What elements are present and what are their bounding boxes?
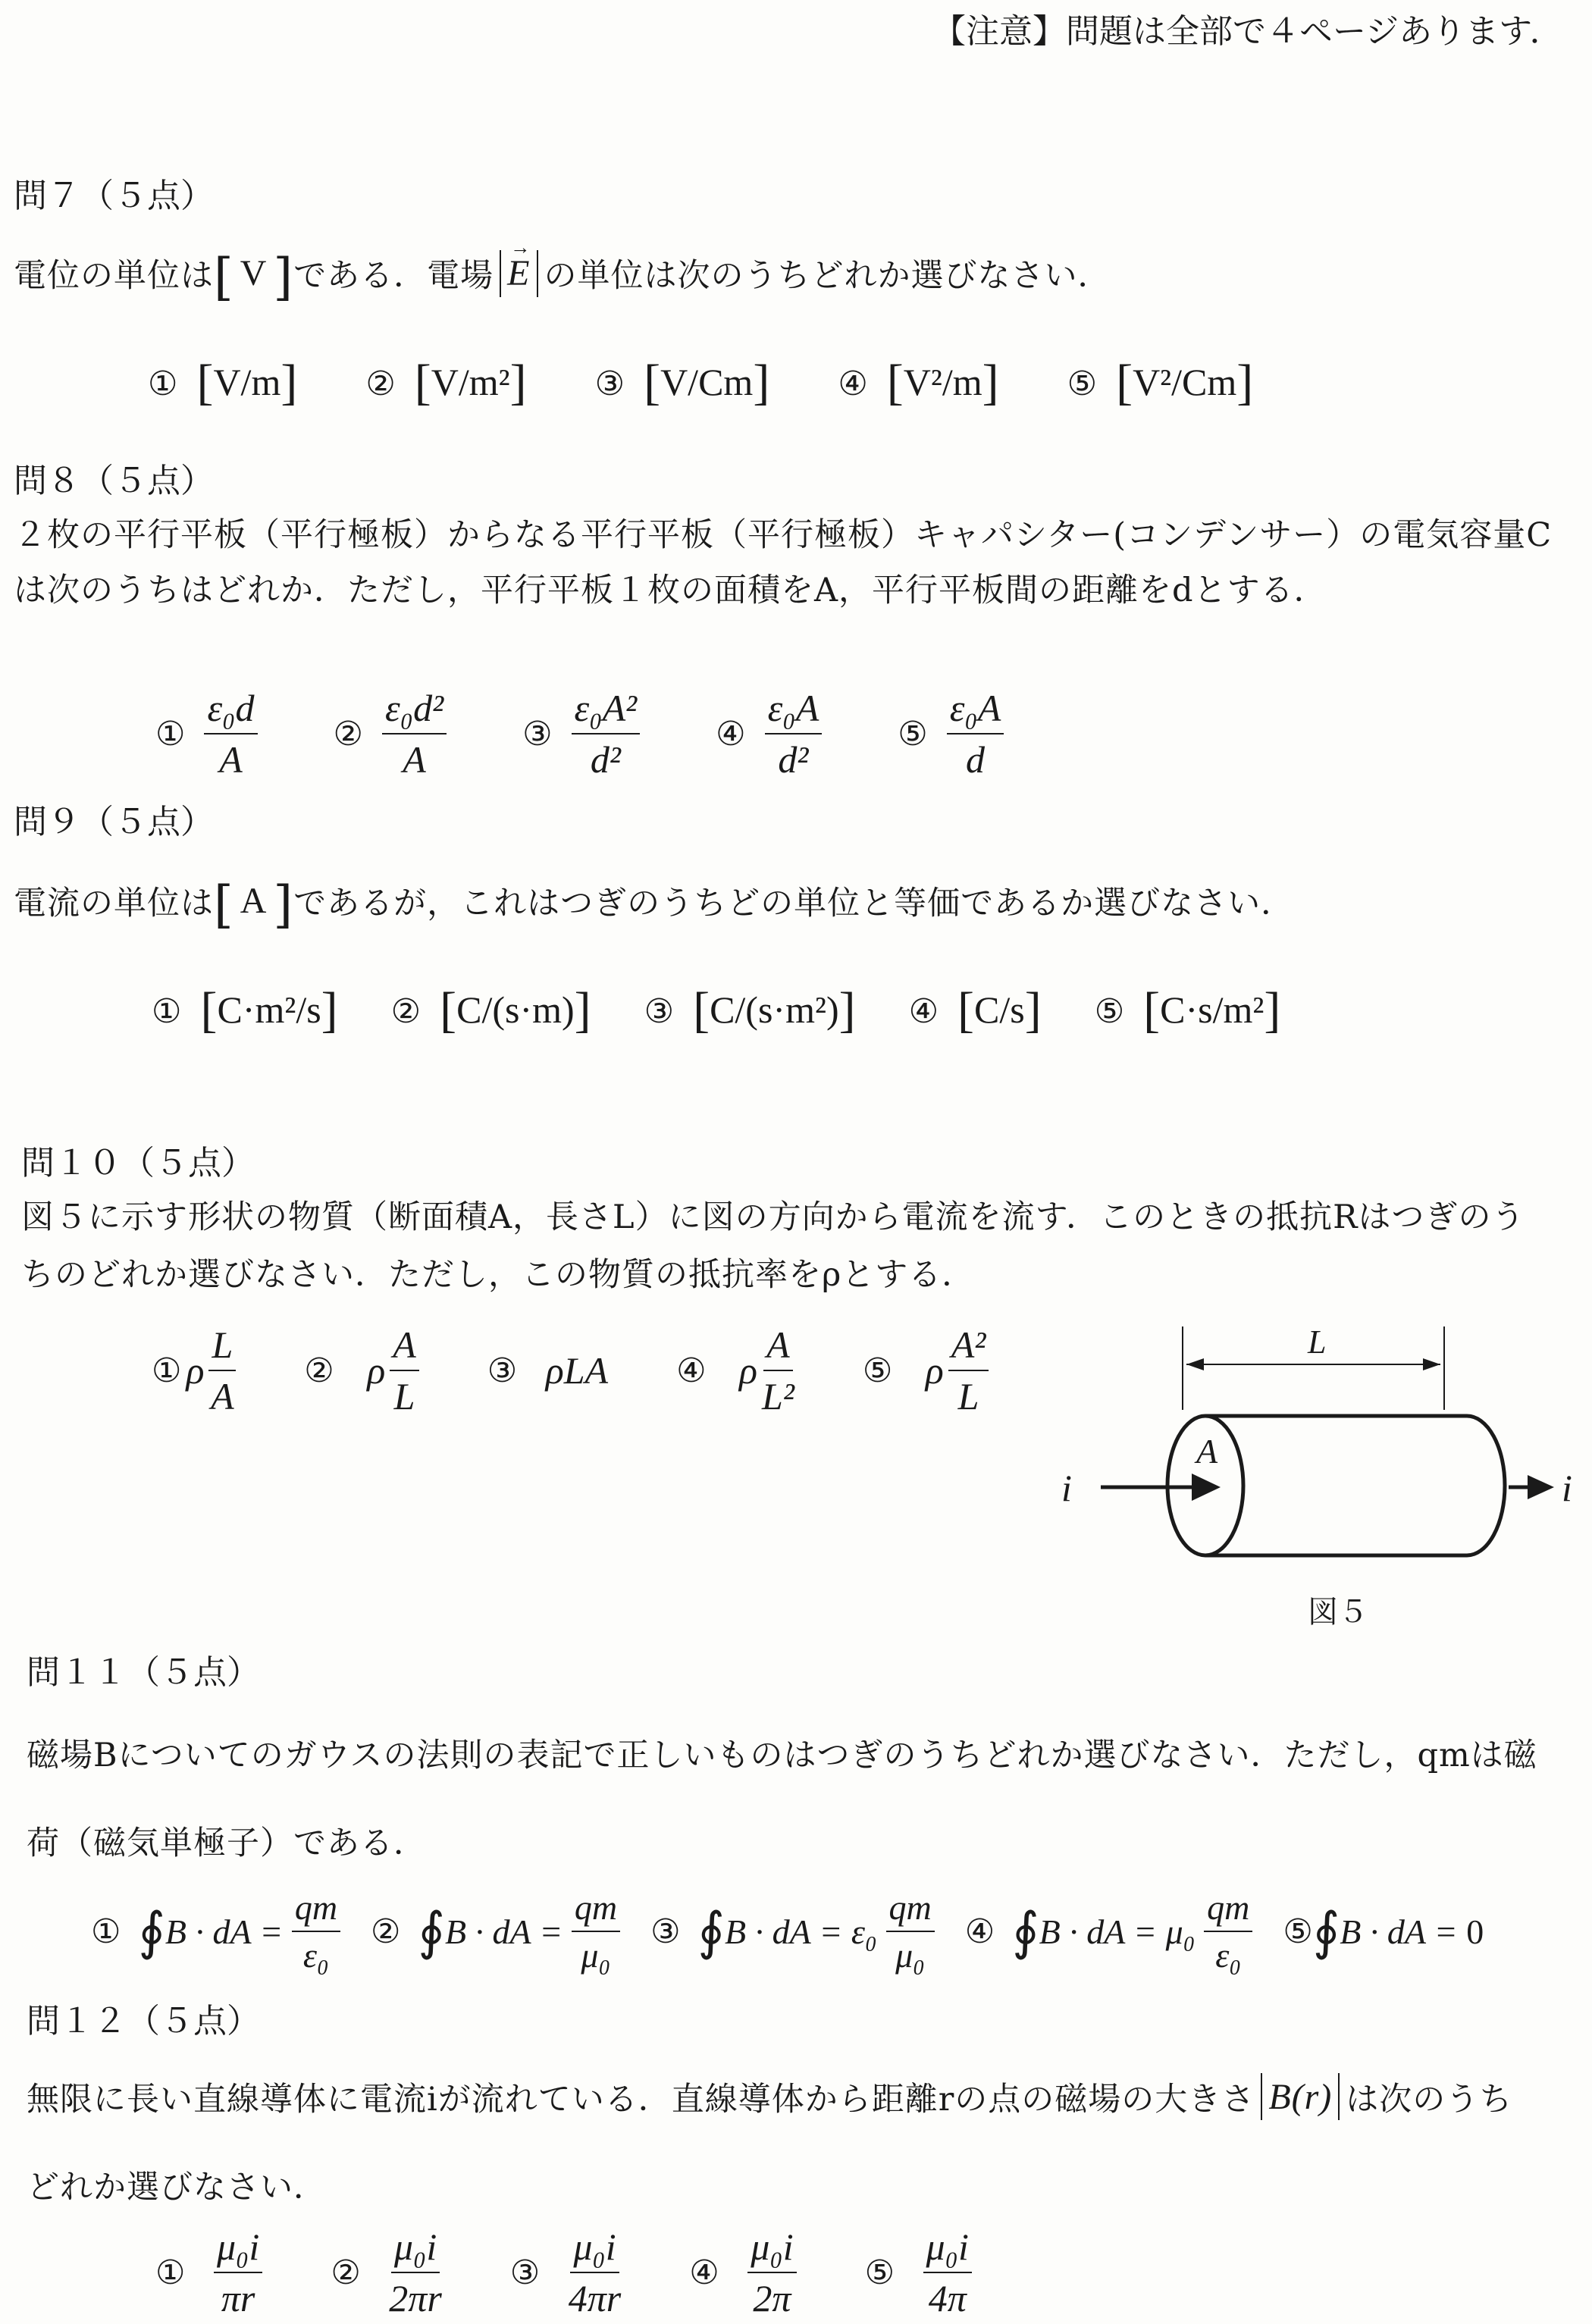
- q7-question: 電位の単位は [ V ] である．電場 → E の単位は次のうちどれか選びなさい．: [14, 244, 1111, 302]
- q10-options: [152, 1323, 989, 1418]
- figure-label-i-out: i: [1562, 1467, 1572, 1509]
- q11-option-5[interactable]: ⑤ ∮ B · dA = 0: [1283, 1901, 1484, 1962]
- q8-option-5[interactable]: ⑤ $\frac{\text{ε₀A}}{d}$: [898, 686, 1004, 781]
- current-in-arrow: [1192, 1474, 1221, 1501]
- q9-unit-a: A: [240, 881, 268, 921]
- q12-option-3[interactable]: ③ $\frac{\text{μ₀i}}{4\pi r}$: [509, 2225, 622, 2319]
- q8-option-3[interactable]: ③ $\frac{\text{ε₀A²}}{\text{d²}}$: [522, 686, 640, 781]
- q7-heading: 問７（５点）: [14, 177, 214, 215]
- q7-text-c: の単位は次のうちどれか選びなさい．: [544, 257, 1111, 295]
- figure-label-i-in: i: [1061, 1467, 1072, 1509]
- q12-line1a: 無限に長い直線導体に電流iが流れている．直線導体から距離rの点の磁場の大きさ: [27, 2080, 1255, 2119]
- current-out-arrow: [1528, 1475, 1554, 1499]
- q10-option-4[interactable]: ④ ρ $\frac{A}{\text{L²}}$: [676, 1323, 794, 1417]
- q9-text-b: であるが，これはつぎのうちどの単位と等価であるか選びなさい．: [293, 885, 1295, 922]
- q7-option-1[interactable]: ① [V/m]: [148, 355, 298, 410]
- q7-option-4[interactable]: ④ [V²/m]: [838, 355, 999, 410]
- q11-option-4[interactable]: ④ ∮ B · dA = μ₀ $\frac{qm}{\text{ε₀}}$: [965, 1887, 1253, 1975]
- q12-heading: 問１２（５点）: [27, 2002, 260, 2041]
- q10-option-5[interactable]: ⑤ ρ $\frac{\text{A²}}{L}$: [863, 1323, 989, 1418]
- q9-heading: 問９（５点）: [14, 803, 214, 841]
- q10-option-2[interactable]: ② ρ $\frac{A}{L}$: [304, 1323, 419, 1418]
- q12-option-5[interactable]: ⑤ $\frac{\text{μ₀i}}{4\pi}$: [865, 2225, 972, 2320]
- q10-line2: ちのどれか選びなさい．ただし，この物質の抵抗率をρとする．: [21, 1256, 976, 1294]
- q8-option-1[interactable]: ① $\frac{\text{ε₀d}}{A}$: [155, 686, 258, 781]
- q8-option-4[interactable]: ④ $\frac{\text{ε₀A}}{\text{d²}}$: [716, 686, 822, 781]
- q10-option-1[interactable]: ① ρ $\frac{L}{A}$: [152, 1323, 236, 1418]
- q11-line2: 荷（磁気単極子）である．: [27, 1824, 427, 1862]
- figure-label-A: A: [1196, 1432, 1218, 1471]
- q9-option-2[interactable]: ② [C/(s·m)]: [390, 982, 591, 1038]
- q12-field-symbol: B(r): [1268, 2076, 1333, 2117]
- q7-text-a: 電位の単位は: [14, 257, 214, 295]
- q9-option-3[interactable]: ③ [C/(s·m²)]: [644, 982, 856, 1038]
- q12-line1c: は次のうち: [1346, 2080, 1513, 2119]
- q11-line1: 磁場Bについてのガウスの法則の表記で正しいものはつぎのうちどれか選びなさい．ただし，qmは磁: [27, 1737, 1537, 1774]
- page-notice: 【注意】問題は全部で４ページあります．: [932, 12, 1563, 51]
- q7-efield-symbol: → E: [507, 252, 530, 294]
- q9-option-5[interactable]: ⑤ [C·s/m²]: [1094, 982, 1281, 1038]
- q7-options: [148, 350, 1253, 408]
- q8-option-2[interactable]: ② $\frac{\text{ε₀d²}}{A}$: [334, 686, 447, 781]
- q9-question: 電流の単位は [ A ] であるが，これはつぎのうちどの単位と等価であるか選びなさい．: [14, 875, 1295, 934]
- q10-line1: 図５に示す形状の物質（断面積A，長さL）に図の方向から電流を流す．このときの抵抗Rはつぎのう: [21, 1198, 1525, 1236]
- figure-label-L: L: [1308, 1323, 1327, 1361]
- q12-options: [155, 2225, 972, 2320]
- q11-options: [91, 1887, 1484, 1975]
- q10-option-3[interactable]: ③ ρLA: [487, 1349, 609, 1392]
- q8-heading: 問８（５点）: [14, 462, 214, 500]
- q11-heading: 問１１（５点）: [27, 1653, 260, 1692]
- q12-line2: どれか選びなさい．: [27, 2169, 327, 2207]
- q8-options: [155, 686, 1004, 781]
- figure-caption: 図５: [1308, 1595, 1368, 1630]
- q12-line1: [27, 2073, 1512, 2120]
- q7-text-b: である．電場: [293, 257, 494, 295]
- q12-option-1[interactable]: ① $\frac{\text{μ₀i}}{\pi r}$: [155, 2225, 262, 2320]
- q9-text-a: 電流の単位は: [14, 885, 214, 922]
- q11-option-2[interactable]: ② ∮ B · dA = $\frac{qm}{\text{μ₀}}$: [371, 1887, 620, 1975]
- q9-option-1[interactable]: ① [C·m²/s]: [152, 982, 338, 1038]
- q7-option-5[interactable]: ⑤ [V²/Cm]: [1067, 355, 1254, 410]
- q7-option-3[interactable]: ③ [V/Cm]: [594, 355, 770, 410]
- figure-5-cylinder: [1031, 1311, 1577, 1630]
- q12-option-4[interactable]: ④ $\frac{\text{μ₀i}}{2\pi}$: [689, 2225, 796, 2320]
- q9-option-4[interactable]: ④ [C/s]: [908, 982, 1042, 1038]
- q11-option-1[interactable]: ① ∮ B · dA = $\frac{qm}{\text{ε₀}}$: [91, 1887, 340, 1975]
- q11-option-3[interactable]: ③ ∮ B · dA = ε₀ $\frac{qm}{\text{μ₀}}$: [650, 1887, 935, 1975]
- q9-options: [152, 978, 1281, 1038]
- q8-line2: は次のうちはどれか．ただし，平行平板１枚の面積をA，平行平板間の距離をdとする．: [14, 572, 1327, 609]
- q10-heading: 問１０（５点）: [21, 1144, 255, 1182]
- q7-option-2[interactable]: ② [V/m²]: [365, 355, 527, 410]
- q8-line1: ２枚の平行平板（平行極板）からなる平行平板（平行極板）キャパシター(コンデンサー）の電気容量C: [14, 516, 1553, 554]
- q7-unit-v: V: [240, 253, 268, 293]
- q12-option-2[interactable]: ② $\frac{\text{μ₀i}}{2\pi r}$: [331, 2225, 442, 2319]
